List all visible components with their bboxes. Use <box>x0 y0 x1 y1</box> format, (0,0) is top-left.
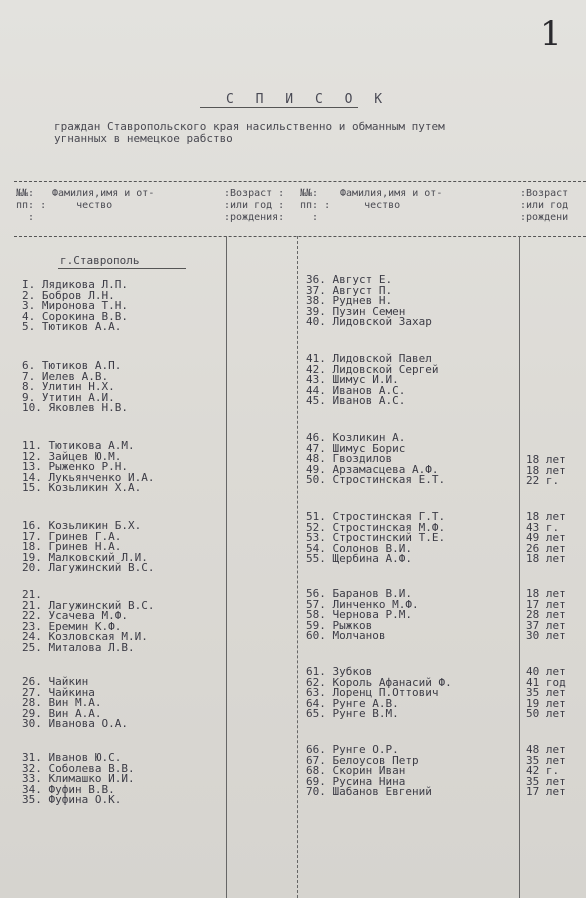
list-item: 24. Козловская М.И. <box>22 630 148 644</box>
age-value: 35 лет <box>526 753 566 767</box>
list-item: 54. Солонов В.И. <box>306 541 412 555</box>
list-item: 16. Козьликин Б.Х. <box>22 519 142 532</box>
list-item: 34. Фуфин В.В. <box>22 782 115 796</box>
list-item: 30. Иванова О.А. <box>22 717 128 731</box>
age-value-group <box>526 745 566 798</box>
list-item: 11. Тютикова А.М. <box>22 439 135 452</box>
list-item-group <box>306 745 432 798</box>
age-value: 30 лет <box>526 629 566 643</box>
age-value: 17 лет <box>526 597 566 611</box>
page-number: 1 <box>540 14 562 54</box>
header-line: : <box>16 212 35 223</box>
list-item: 6. Тютиков А.П. <box>22 359 122 372</box>
list-item: 60. Молчанов <box>306 629 386 643</box>
list-item-group <box>22 280 128 333</box>
age-value: 18 лет <box>526 552 566 566</box>
header-number-left <box>16 188 46 224</box>
age-value: 19 лет <box>526 696 566 710</box>
list-item: 12. Зайцев Ю.М. <box>22 449 122 463</box>
list-item-group <box>22 361 128 414</box>
list-item: 44. Иванов А.С. <box>306 383 406 397</box>
list-item: 27. Чайкина <box>22 685 95 699</box>
list-item: 50. Стростинская Е.Т. <box>306 473 446 487</box>
header-line: №№: <box>16 188 35 199</box>
header-line: :Возраст : <box>224 188 285 199</box>
age-value: 49 лет <box>526 531 566 545</box>
list-item: 49. Арзамасцева А.Ф. <box>306 462 439 476</box>
list-item-group <box>306 433 445 486</box>
header-line: чество <box>340 200 401 211</box>
list-item-group <box>22 677 128 730</box>
age-value: 35 лет <box>526 686 566 700</box>
header-bottom-rule <box>14 236 586 237</box>
list-item: 8. Улитин Н.Х. <box>22 380 115 394</box>
age-value: 17 лет <box>526 785 566 799</box>
city-underline <box>58 268 186 269</box>
header-line: :рождени <box>520 212 569 223</box>
age-value: 48 лет <box>526 743 566 756</box>
header-line: пп: : <box>300 200 331 211</box>
list-item: 55. Щербина А.Ф. <box>306 552 412 566</box>
age-value-group <box>526 589 566 642</box>
age-value: 22 г. <box>526 474 560 488</box>
list-item: 2. Бобров Л.Н. <box>22 288 115 302</box>
header-line: Фамилия,имя и от- <box>52 188 155 199</box>
document-subtitle <box>54 121 445 145</box>
list-item: 32. Соболева В.В. <box>22 761 135 775</box>
list-item-group <box>306 275 432 328</box>
list-item: 10. Яковлев Н.В. <box>22 401 128 415</box>
list-item: 46. Козликин А. <box>306 431 406 444</box>
list-item: 53. Стростинский Т.Е. <box>306 531 446 545</box>
column-divider-age-right <box>519 236 520 898</box>
header-age-left <box>224 188 284 224</box>
age-value: 26 лет <box>526 541 566 555</box>
list-item: 59. Рыжков <box>306 618 373 632</box>
list-item-group <box>22 590 154 654</box>
list-item: 35. Фуфина О.К. <box>22 793 122 807</box>
list-item: 68. Скорин Иван <box>306 764 406 778</box>
age-value: 18 лет <box>526 510 566 523</box>
list-item: 19. Малковский Л.И. <box>22 550 148 564</box>
header-name-right <box>340 188 442 212</box>
age-value: 42 г. <box>526 764 560 778</box>
list-item: 45. Иванов А.С. <box>306 394 406 408</box>
age-value: 18 лет <box>526 587 566 600</box>
age-value: 40 лет <box>526 665 566 678</box>
list-item: 4. Сорокина В.В. <box>22 309 128 323</box>
header-line: Фамилия,имя и от- <box>340 188 443 199</box>
list-item: I. Лядикова Л.П. <box>22 278 128 291</box>
list-item: 29. Вин А.А. <box>22 706 102 720</box>
list-item: 70. Шабанов Евгений <box>306 785 432 799</box>
age-value: 28 лет <box>526 608 566 622</box>
list-item-group <box>22 521 154 574</box>
list-item: 7. Иелев А.В. <box>22 369 109 383</box>
list-item-group <box>306 589 419 642</box>
list-item: 14. Лукьянченко И.А. <box>22 470 155 484</box>
list-item: 36. Август Е. <box>306 273 393 286</box>
header-line: №№: <box>300 188 319 199</box>
list-item: 31. Иванов Ю.С. <box>22 751 122 764</box>
list-item: 21. Лагужинский В.С. <box>22 598 155 612</box>
age-value-group <box>526 512 566 565</box>
subtitle-line: угнанных в немецкое рабство <box>54 132 233 145</box>
header-line: : <box>300 212 319 223</box>
list-item: 52. Стростинская М.Ф. <box>306 520 446 534</box>
header-line: :Возраст <box>520 188 569 199</box>
list-item: 56. Баранов В.И. <box>306 587 412 600</box>
list-item: 48. Гвоздилов <box>306 452 393 466</box>
age-value-group <box>526 455 566 487</box>
list-item: 63. Лоренц П.Оттович <box>306 686 439 700</box>
list-item-group <box>22 441 154 494</box>
list-item-group <box>22 753 135 806</box>
list-item: 37. Август П. <box>306 283 393 297</box>
list-item: 69. Русина Нина <box>306 774 406 788</box>
header-line: чество <box>52 200 113 211</box>
list-item: 43. Шимус И.И. <box>306 373 399 387</box>
header-line: пп: : <box>16 200 47 211</box>
list-item: 38. Руднев Н. <box>306 294 393 308</box>
list-item: 23. Еремин К.Ф. <box>22 619 122 633</box>
list-item: 5. Тютиков А.А. <box>22 320 122 334</box>
title-underline <box>200 107 358 108</box>
list-item: 26. Чайкин <box>22 675 89 688</box>
list-item: 28. Вин М.А. <box>22 696 102 710</box>
document-title: С П И С О К <box>226 92 390 107</box>
list-item: 40. Лидовской Захар <box>306 315 432 329</box>
list-item: 39. Пузин Семен <box>306 304 406 318</box>
list-item: 64. Рунге А.В. <box>306 696 399 710</box>
list-item: 62. Король Афанасий Ф. <box>306 675 452 689</box>
age-value: 18 лет <box>526 453 566 466</box>
age-value: 37 лет <box>526 618 566 632</box>
list-item: 9. Утитин А.И. <box>22 390 115 404</box>
list-item: 3. Миронова Т.Н. <box>22 299 128 313</box>
list-item: 41. Лидовской Павел <box>306 352 432 365</box>
list-item: 57. Линченко М.Ф. <box>306 597 419 611</box>
list-item: 65. Рунге В.М. <box>306 707 399 721</box>
subtitle-line: граждан Ставропольского края насильственно и обманным путем <box>54 120 445 133</box>
list-item: 51. Стростинская Г.Т. <box>306 510 446 523</box>
column-divider-center <box>297 236 298 898</box>
header-age-right <box>520 188 568 224</box>
age-value: 35 лет <box>526 774 566 788</box>
list-item: 66. Рунге О.Р. <box>306 743 399 756</box>
age-value: 43 г. <box>526 520 560 534</box>
list-item-group <box>306 354 438 407</box>
age-value: 41 год <box>526 675 566 689</box>
list-item-group <box>306 512 445 565</box>
age-value: 50 лет <box>526 707 566 721</box>
list-item: 13. Рыженко Р.Н. <box>22 460 128 474</box>
list-item: 20. Лагужинский В.С. <box>22 561 155 575</box>
list-item-group <box>306 667 452 720</box>
table-top-rule <box>14 181 586 182</box>
header-number-right <box>300 188 330 224</box>
list-item: 22. Усачева М.Ф. <box>22 609 128 623</box>
age-value-group <box>526 667 566 720</box>
list-item: 58. Чернова Р.М. <box>306 608 412 622</box>
header-line: :или год : <box>224 200 285 211</box>
list-item: 67. Белоусов Петр <box>306 753 419 767</box>
age-value: 18 лет <box>526 463 566 477</box>
list-item: 15. Козьликин Х.А. <box>22 481 142 495</box>
list-item: 17. Гринев Г.А. <box>22 529 122 543</box>
list-item: 42. Лидовской Сергей <box>306 362 439 376</box>
list-item: 61. Зубков <box>306 665 373 678</box>
list-item: 47. Шимус Борис <box>306 441 406 455</box>
list-item: 18. Гринев Н.А. <box>22 540 122 554</box>
list-item: 21. <box>22 588 42 601</box>
header-name-left <box>52 188 154 212</box>
list-item: 33. Климашко И.И. <box>22 772 135 786</box>
city-heading: г.Ставрополь <box>60 254 140 267</box>
header-line: :рождения: <box>224 212 285 223</box>
list-item: 25. Миталова Л.В. <box>22 640 135 654</box>
header-line: :или год <box>520 200 569 211</box>
column-divider-age-left <box>226 236 227 898</box>
